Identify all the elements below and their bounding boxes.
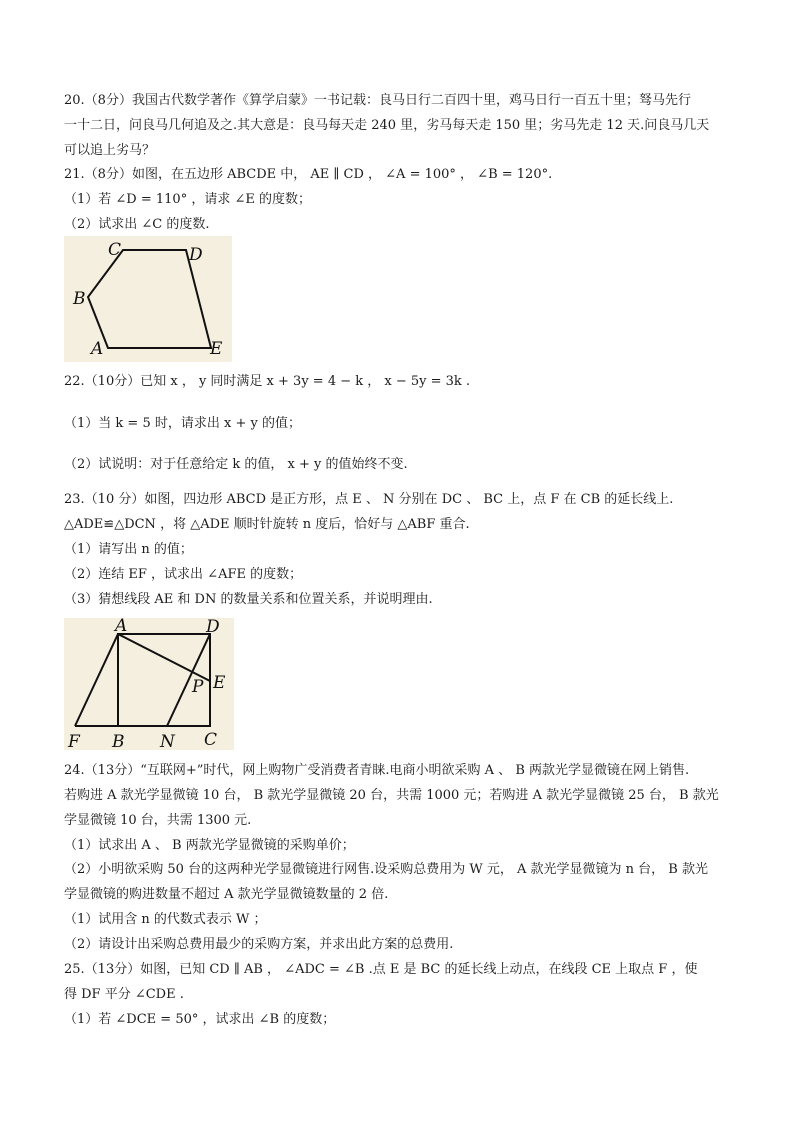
q25-line-1: 25.（13分）如图，已知 CD ∥ AB ， ∠ADC = ∠B .点 E 是 BC 的延长线上动点，在线段 CE 上取点 F ，使 [64,962,698,977]
q23-line-5: （3）猜想线段 AE 和 DN 的数量关系和位置关系，并说明理由. [64,592,433,607]
q23-label-b: B [112,732,125,750]
q23-label-d: D [206,618,220,637]
q23-line-3: （1）请写出 n 的值； [64,542,193,557]
q21-label-b: B [73,289,86,309]
q24-line-3: 学显微镜 10 台，共需 1300 元. [64,813,252,828]
q23-label-n: N [160,732,175,750]
q24-line-4: （1）试求出 A 、 B 两款光学显微镜的采购单价； [64,838,355,853]
q21-label-e: E [210,339,223,359]
q23-line-4: （2）连结 EF ，试求出 ∠AFE 的度数； [64,567,303,582]
q22-line-2: （1）当 k = 5 时，请求出 x + y 的值； [64,416,301,431]
q21-pentagon-figure [64,236,232,362]
q20-line-2: 一十二日，问良马几何追及之.其大意是：良马每天走 240 里，劣马每天走 150 里；劣马先走 12 天.问良马几天 [64,118,710,133]
q24-line-6: 学显微镜的购进数量不超过 A 款光学显微镜数量的 2 倍. [64,887,389,902]
segment-ae [118,634,210,681]
q23-line-2: △ADE≌△DCN ，将 △ADE 顺时针旋转 n 度后，恰好与 △ABF 重合. [64,517,470,532]
q23-label-c: C [204,730,218,750]
q23-label-a: A [115,618,128,636]
q22-line-1: 22.（10分）已知 x ， y 同时满足 x + 3y = 4 − k ， x − 5y = 3k . [64,374,471,389]
q24-line-7: （1）试用含 n 的代数式表示 W ； [64,912,267,927]
q24-line-8: （2）请设计出采购总费用最少的采购方案，并求出此方案的总费用. [64,937,454,952]
q24-line-2: 若购进 A 款光学显微镜 10 台， B 款光学显微镜 20 台，共需 1000 元；若购进 A 款光学显微镜 25 台， B 款光 [64,788,719,803]
q21-line-2: （1）若 ∠D = 110° ，请求 ∠E 的度数； [64,192,311,207]
q23-label-f: F [68,732,80,750]
q25-line-3: （1）若 ∠DCE = 50° ，试求出 ∠B 的度数； [64,1012,336,1027]
q21-line-3: （2）试求出 ∠C 的度数. [64,217,210,232]
q24-line-1: 24.（13分）“互联网+”时代，网上购物广受消费者青睐.电商小明欲采购 A 、 B 两款光学显微镜在网上销售. [64,763,690,778]
q23-label-p: P [192,677,204,697]
q21-label-c: C [108,240,122,260]
q24-line-5: （2）小明欲采购 50 台的这两种光学显微镜进行网售.设采购总费用为 W 元， A 款光学显微镜为 n 台， B 款光 [64,862,708,877]
q21-line-1: 21.（8分）如图，在五边形 ABCDE 中， AE ∥ CD ， ∠A = 100° ， ∠B = 120°. [64,167,553,182]
q20-line-1: 20.（8分）我国古代数学著作《算学启蒙》一书记载：良马日行二百四十里，鸡马日行一百五十里；驽马先行 [64,93,691,108]
q23-line-1: 23.（10 分）如图，四边形 ABCD 是正方形，点 E 、 N 分别在 DC 、 BC 上，点 F 在 CB 的延长线上. [64,492,674,507]
q20-line-3: 可以追上劣马？ [64,143,156,158]
segment-af [75,634,118,726]
q25-line-2: 得 DF 平分 ∠CDE . [64,987,184,1002]
q21-label-d: D [189,245,203,265]
q22-line-3: （2）试说明：对于任意给定 k 的值， x + y 的值始终不变. [64,457,408,472]
segment-dn [167,634,210,726]
q23-square-figure [64,618,234,750]
q23-label-e: E [213,673,226,693]
q21-label-a: A [91,339,104,359]
